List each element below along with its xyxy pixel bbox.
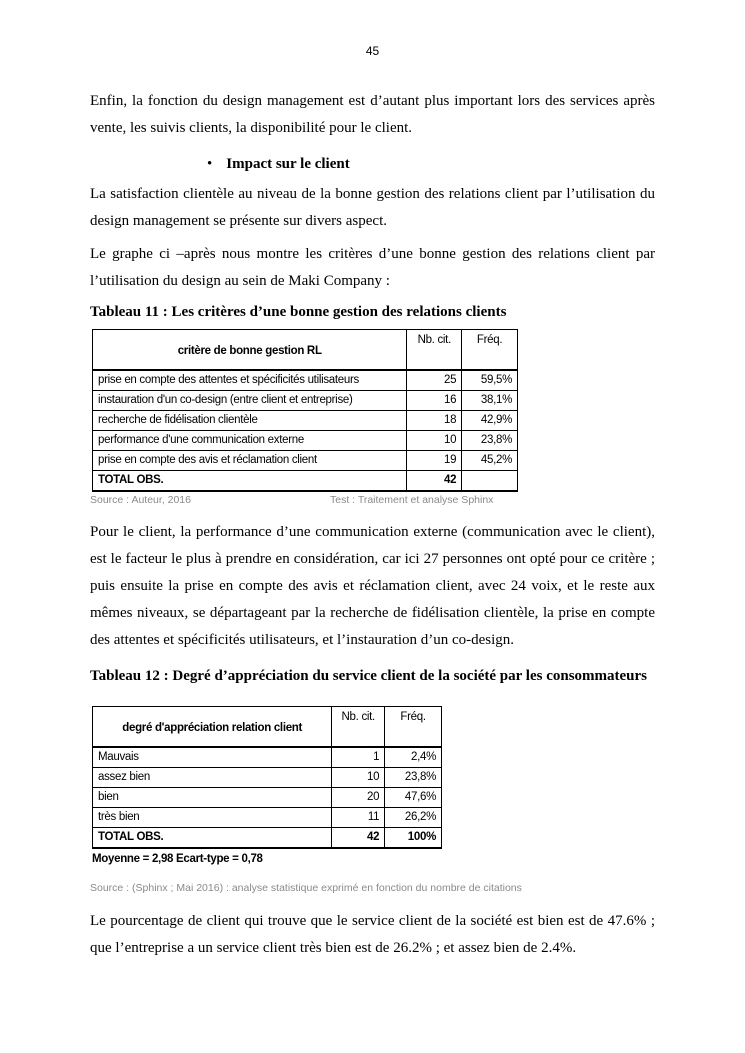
table-row	[93, 747, 442, 768]
table-header-row	[93, 330, 518, 370]
row-label: recherche de fidélisation clientèle	[93, 410, 407, 430]
row-count: 10	[332, 767, 385, 787]
table-11-caption: Tableau 11 : Les critères d’une bonne gestion des relations clients	[90, 304, 507, 320]
paragraph-design-management: Enfin, la fonction du design management est d’autant plus important lors des services après vente, les suivis clients, la disponibilité pour le client.	[90, 93, 655, 136]
column-header-freq: Fréq.	[462, 330, 518, 370]
row-count: 20	[332, 787, 385, 807]
row-count: 11	[332, 807, 385, 827]
column-header-count: Nb. cit.	[407, 330, 462, 370]
row-freq: 2,4%	[385, 747, 442, 768]
table-total-row	[93, 470, 518, 491]
table-row	[93, 450, 518, 470]
table-row	[93, 807, 442, 827]
row-count: 10	[407, 430, 462, 450]
total-label: TOTAL OBS.	[93, 827, 332, 848]
row-count: 18	[407, 410, 462, 430]
total-freq: 100%	[385, 827, 442, 848]
paragraph-satisfaction: La satisfaction clientèle au niveau de la bonne gestion des relations client par l’utilisation du design management se présente sur divers aspect.	[90, 186, 655, 229]
total-label: TOTAL OBS.	[93, 470, 407, 491]
table-header-row	[93, 707, 442, 747]
row-count: 1	[332, 747, 385, 768]
row-label: instauration d'un co-design (entre client et entreprise)	[93, 390, 407, 410]
row-label: bien	[93, 787, 332, 807]
row-label: Mauvais	[93, 747, 332, 768]
row-label: prise en compte des attentes et spécificités utilisateurs	[93, 370, 407, 391]
row-freq: 38,1%	[462, 390, 518, 410]
table-row	[93, 390, 518, 410]
bullet-heading-text: Impact sur le client	[226, 156, 350, 172]
table-12-caption: Tableau 12 : Degré d’appréciation du service client de la société par les consommateurs	[90, 668, 648, 684]
row-label: performance d'une communication externe	[93, 430, 407, 450]
row-label: très bien	[93, 807, 332, 827]
table-total-row	[93, 827, 442, 848]
bullet-icon: •	[207, 156, 213, 172]
table-12-source: Source : (Sphinx ; Mai 2016) : analyse statistique exprimé en fonction du nombre de citations	[90, 882, 522, 894]
page-number: 45	[365, 44, 380, 58]
row-freq: 59,5%	[462, 370, 518, 391]
row-freq: 42,9%	[462, 410, 518, 430]
paragraph-analysis: Pour le client, la performance d’une communication externe (communication avec le client), est le facteur le plus à prendre en considération, car ici 27 personnes ont opté pour ce critère ; puis ensuite la prise en compte des avis et réclamation client, avec 24 voix, et le reste aux mêmes niveaux, se départageant par la recherche de fidélisation clientèle, la prise en compte des attentes et spécificités utilisateurs, et l’instauration d’un co-design.	[90, 524, 655, 648]
row-freq: 45,2%	[462, 450, 518, 470]
table-row	[93, 410, 518, 430]
total-freq	[462, 470, 518, 491]
row-freq: 23,8%	[385, 767, 442, 787]
table-row	[93, 370, 518, 391]
row-count: 19	[407, 450, 462, 470]
table-row	[93, 430, 518, 450]
table-11-test-note: Test : Traitement et analyse Sphinx	[330, 494, 494, 506]
total-count: 42	[332, 827, 385, 848]
bullet-heading	[207, 156, 350, 173]
row-count: 16	[407, 390, 462, 410]
row-label: assez bien	[93, 767, 332, 787]
column-header-criterion: degré d'appréciation relation client	[93, 707, 332, 747]
column-header-count: Nb. cit.	[332, 707, 385, 747]
paragraph-graph-intro: Le graphe ci –après nous montre les critères d’une bonne gestion des relations client par l’utilisation du design au sein de Maki Company :	[90, 246, 655, 289]
table-12	[92, 706, 442, 849]
row-freq: 47,6%	[385, 787, 442, 807]
row-freq: 23,8%	[462, 430, 518, 450]
table-row	[93, 767, 442, 787]
table-12-stats-note: Moyenne = 2,98 Ecart-type = 0,78	[92, 853, 263, 865]
column-header-freq: Fréq.	[385, 707, 442, 747]
column-header-criterion: critère de bonne gestion RL	[93, 330, 407, 370]
table-row	[93, 787, 442, 807]
paragraph-conclusion: Le pourcentage de client qui trouve que le service client de la société est bien est de 47.6% ; que l’entreprise a un service client très bien est de 26.2% ; et assez bien de 2.4%.	[90, 913, 655, 956]
table-11	[92, 329, 518, 492]
row-count: 25	[407, 370, 462, 391]
table-11-source: Source : Auteur, 2016	[90, 494, 191, 506]
total-count: 42	[407, 470, 462, 491]
row-label: prise en compte des avis et réclamation client	[93, 450, 407, 470]
row-freq: 26,2%	[385, 807, 442, 827]
